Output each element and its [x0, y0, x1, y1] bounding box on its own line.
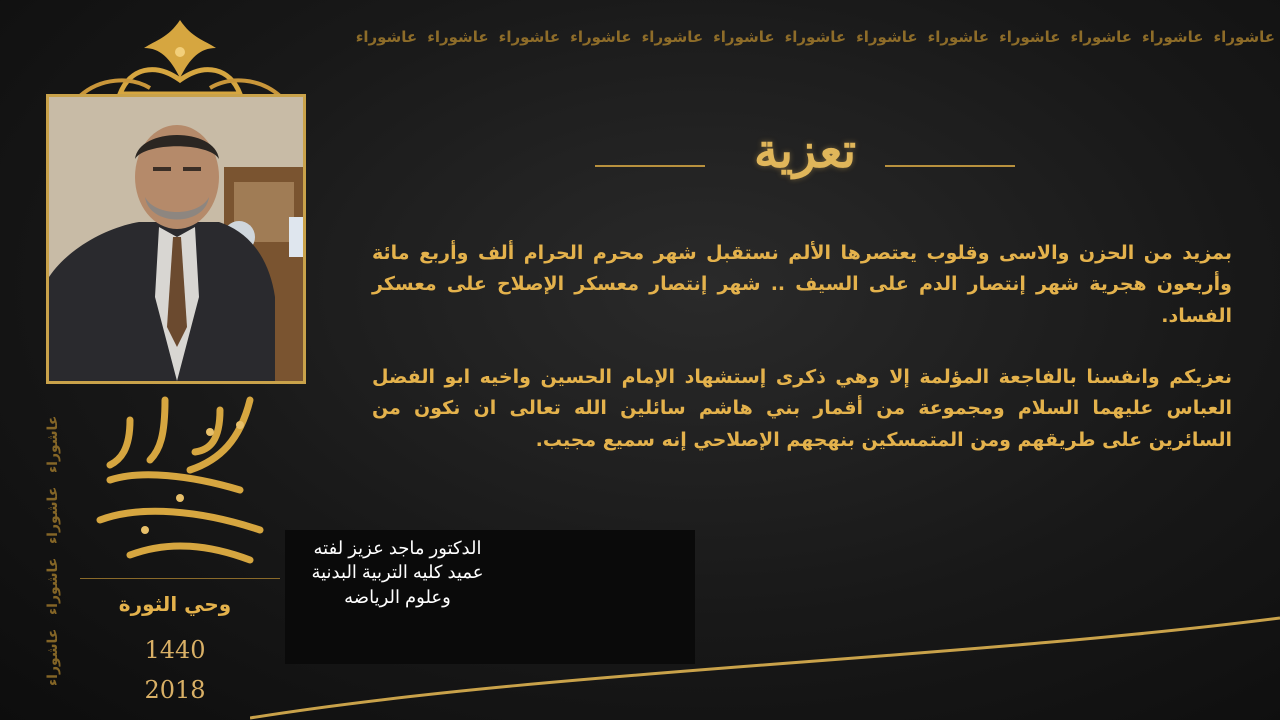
side-pattern-column — [38, 395, 68, 715]
ashura-calligraphy-icon — [70, 380, 270, 570]
side-pattern-word: عاشوراء — [45, 415, 61, 473]
year-gregorian: 2018 — [144, 676, 206, 704]
signature-name: الدكتور ماجد عزيز لفته — [313, 538, 482, 558]
top-pattern-word: عاشوراء — [856, 28, 918, 46]
signature-text — [285, 536, 510, 609]
side-pattern-word: عاشوراء — [45, 628, 61, 686]
top-pattern-word: عاشوراء — [427, 28, 489, 46]
top-pattern-word: عاشوراء — [927, 28, 990, 46]
portrait-photo — [46, 94, 306, 384]
signature-title: عميد كليه التربية البدنية — [311, 562, 484, 583]
top-pattern-word: عاشوراء — [1142, 28, 1204, 46]
signature-title-cont: وعلوم الرياضه — [344, 586, 451, 607]
top-pattern-word: عاشوراء — [355, 28, 418, 46]
top-pattern-word: عاشوراء — [570, 28, 632, 46]
title-block — [585, 115, 1025, 195]
side-pattern-word: عاشوراء — [45, 486, 61, 544]
page-title: تعزية — [753, 123, 857, 179]
emblem-slogan: وحي الثورة — [118, 592, 232, 616]
top-pattern-row — [225, 28, 1275, 52]
top-pattern-word: عاشوراء — [1213, 28, 1275, 46]
top-pattern-word: عاشوراء — [784, 28, 847, 46]
condolence-paragraph-1: بمزيد من الحزن والاسى وقلوب يعتصرها الألم نستقبل شهر محرم الحرام ألف وأربع مائة وأربعون هجرية شهر إنتصار الدم على السيف .. شهر إنتصار معسكر الإصلاح على معسكر الفساد. — [372, 242, 1232, 327]
gold-swoosh-decoration — [250, 600, 1280, 720]
emblem-divider — [80, 578, 280, 579]
top-pattern-word: عاشوراء — [498, 28, 561, 46]
year-hijri: 1440 — [144, 636, 206, 664]
side-pattern-word: عاشوراء — [45, 557, 61, 615]
top-pattern-word: عاشوراء — [999, 28, 1061, 46]
gold-ornament-icon — [60, 18, 300, 98]
top-pattern-word: عاشوراء — [1070, 28, 1133, 46]
top-pattern-word: عاشوراء — [641, 28, 704, 46]
condolence-paragraph-2: نعزيكم وانفسنا بالفاجعة المؤلمة إلا وهي ذكرى إستشهاد الإمام الحسين واخيه ابو الفضل العباس عليهما السلام ومجموعة من أقمار بني هاشم سائلين الله تعالى ان نكون من السائرين على طريقهم ومن المتمسكين بنهجهم الإصلاحي إنه سميع مجيب. — [372, 366, 1232, 451]
top-pattern-word: عاشوراء — [713, 28, 775, 46]
